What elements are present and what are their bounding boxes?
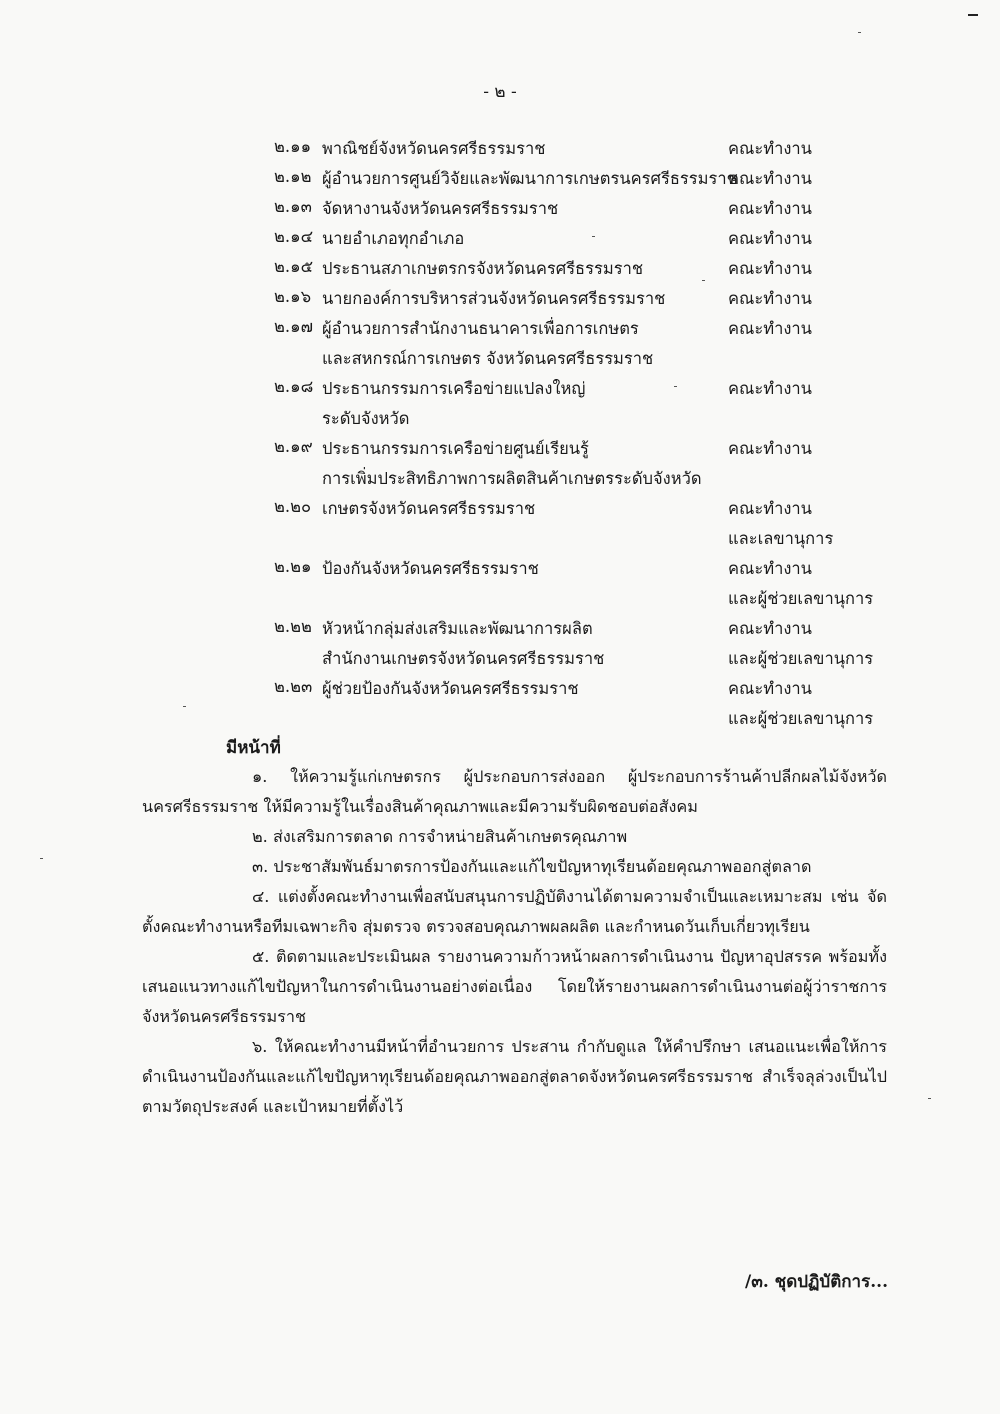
scan-speck <box>928 1098 931 1099</box>
member-title-line: พาณิชย์จังหวัดนครศรีธรรมราช <box>322 139 546 158</box>
member-role: คณะทำงาน <box>728 259 812 278</box>
member-title-line: การเพิ่มประสิทธิภาพการผลิตสินค้าเกษตรระดับจังหวัด <box>322 469 702 488</box>
duty-item: ๑. ให้ความรู้แก่เกษตรกร ผู้ประกอบการส่งออก ผู้ประกอบการร้านค้าปลีกผลไม้จังหวัดนครศรีธรรมราช ให้มีความรู้ในเรื่องสินค้าคุณภาพและมีความรับผิดชอบต่อสังคม <box>142 767 887 816</box>
committee-member <box>274 314 914 374</box>
member-title-line: จัดหางานจังหวัดนครศรีธรรมราช <box>322 199 559 218</box>
member-role: และเลขานุการ <box>728 529 834 548</box>
member-title-line: สำนักงานเกษตรจังหวัดนครศรีธรรมราช <box>322 649 605 668</box>
member-role: คณะทำงาน <box>728 559 812 578</box>
committee-member <box>274 554 914 614</box>
member-number: ๒.๑๒ <box>274 167 312 186</box>
committee-member <box>274 614 914 674</box>
member-role: คณะทำงาน <box>728 679 812 698</box>
committee-member <box>274 284 914 314</box>
member-number: ๒.๒๒ <box>274 617 312 636</box>
committee-member-list <box>274 134 914 734</box>
member-title-line: ระดับจังหวัด <box>322 409 410 428</box>
member-number: ๒.๒๑ <box>274 557 312 576</box>
committee-member <box>274 374 914 434</box>
member-role: และผู้ช่วยเลขานุการ <box>728 709 874 728</box>
member-role: คณะทำงาน <box>728 229 812 248</box>
member-number: ๒.๒๓ <box>274 677 313 696</box>
duty-item: ๕. ติดตามและประเมินผล รายงานความก้าวหน้าผลการดำเนินงาน ปัญหาอุปสรรค พร้อมทั้งเสนอแนวทางแก้ไขปัญหาในการดำเนินงานอย่างต่อเนื่อง โดยให้รายงานผลการดำเนินงานต่อผู้ว่าราชการจังหวัดนครศรีธรรมราช <box>142 947 887 1026</box>
committee-member <box>274 434 914 494</box>
member-role: คณะทำงาน <box>728 289 812 308</box>
page-number: - ๒ - <box>483 82 517 102</box>
scan-speck <box>183 706 186 707</box>
member-title-line: ป้องกันจังหวัดนครศรีธรรมราช <box>322 559 539 578</box>
duty-item: ๔. แต่งตั้งคณะทำงานเพื่อสนับสนุนการปฏิบัติงานได้ตามความจำเป็นและเหมาะสม เช่น จัดตั้งคณะทำงานหรือทีมเฉพาะกิจ สุ่มตรวจ ตรวจสอบคุณภาพผลผลิต และกำหนดวันเก็บเกี่ยวทุเรียน <box>142 887 887 936</box>
member-number: ๒.๑๗ <box>274 317 314 336</box>
member-number: ๒.๑๔ <box>274 227 314 246</box>
member-title-line: ประธานสภาเกษตรกรจังหวัดนครศรีธรรมราช <box>322 259 644 278</box>
member-title-line: หัวหน้ากลุ่มส่งเสริมและพัฒนาการผลิต <box>322 619 593 638</box>
member-number: ๒.๑๕ <box>274 257 314 276</box>
committee-member <box>274 194 914 224</box>
member-role: และผู้ช่วยเลขานุการ <box>728 649 874 668</box>
member-role: คณะทำงาน <box>728 439 812 458</box>
scan-speck <box>40 858 43 859</box>
member-number: ๒.๑๙ <box>274 437 313 456</box>
member-number: ๒.๑๖ <box>274 287 312 306</box>
member-title-line: ผู้ช่วยป้องกันจังหวัดนครศรีธรรมราช <box>322 679 579 698</box>
member-title-line: ผู้อำนวยการศูนย์วิจัยและพัฒนาการเกษตรนครศรีธรรมราช <box>322 169 738 188</box>
member-role: คณะทำงาน <box>728 169 812 188</box>
member-title-line: นายกองค์การบริหารส่วนจังหวัดนครศรีธรรมราช <box>322 289 666 308</box>
committee-member <box>274 254 914 284</box>
member-title-line: เกษตรจังหวัดนครศรีธรรมราช <box>322 499 536 518</box>
duty-item: ๒. ส่งเสริมการตลาด การจำหน่ายสินค้าเกษตรคุณภาพ <box>252 827 628 846</box>
member-role: คณะทำงาน <box>728 619 812 638</box>
scan-speck <box>858 32 861 33</box>
duty-item: ๓. ประชาสัมพันธ์มาตรการป้องกันและแก้ไขปัญหาทุเรียนด้อยคุณภาพออกสู่ตลาด <box>252 857 812 876</box>
member-role: คณะทำงาน <box>728 139 812 158</box>
duties-heading: มีหน้าที่ <box>226 738 281 758</box>
committee-member <box>274 224 914 254</box>
member-title-line: ประธานกรรมการเครือข่ายแปลงใหญ่ <box>322 379 586 398</box>
member-title-line: ประธานกรรมการเครือข่ายศูนย์เรียนรู้ <box>322 439 589 458</box>
committee-member <box>274 674 914 734</box>
committee-member <box>274 134 914 164</box>
member-role: และผู้ช่วยเลขานุการ <box>728 589 874 608</box>
member-role: คณะทำงาน <box>728 379 812 398</box>
duties-list <box>142 762 887 1122</box>
member-number: ๒.๒๐ <box>274 497 312 516</box>
member-number: ๒.๑๑ <box>274 137 312 156</box>
member-number: ๒.๑๘ <box>274 377 314 396</box>
committee-member <box>274 494 914 554</box>
next-page-continuation: /๓. ชุดปฏิบัติการ... <box>744 1272 888 1292</box>
member-role: คณะทำงาน <box>728 499 812 518</box>
member-role: คณะทำงาน <box>728 199 812 218</box>
member-title-line: ผู้อำนวยการสำนักงานธนาคารเพื่อการเกษตร <box>322 319 639 338</box>
member-title-line: และสหกรณ์การเกษตร จังหวัดนครศรีธรรมราช <box>322 349 654 368</box>
member-title-line: นายอำเภอทุกอำเภอ <box>322 229 465 248</box>
scan-mark <box>968 14 978 16</box>
member-role: คณะทำงาน <box>728 319 812 338</box>
committee-member <box>274 164 914 194</box>
member-number: ๒.๑๓ <box>274 197 312 216</box>
duty-item: ๖. ให้คณะทำงานมีหน้าที่อำนวยการ ประสาน กำกับดูแล ให้คำปรึกษา เสนอแนะเพื่อให้การดำเนินงานป้องกันและแก้ไขปัญหาทุเรียนด้อยคุณภาพออกสู่ตลาดจังหวัดนครศรีธรรมราช สำเร็จลุล่วงเป็นไปตามวัตถุประสงค์ และเป้าหมายที่ตั้งไว้ <box>142 1037 887 1116</box>
